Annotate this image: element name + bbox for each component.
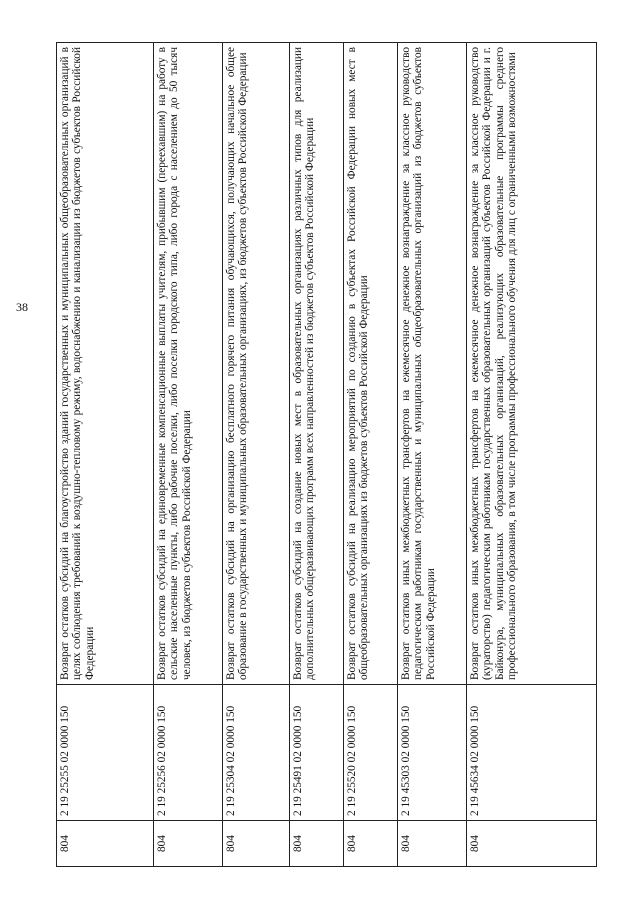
table-row <box>290 43 344 867</box>
landscape-table-frame <box>56 42 597 867</box>
kbk-code-cell: 2 19 45303 02 0000 150 <box>398 685 467 821</box>
kbk-code-cell: 2 19 25491 02 0000 150 <box>290 685 344 821</box>
revenue-name-cell: Возврат остатков субсидий на создание новых мест в образовательных организациях различных типов для реализации дополнительных общеразвивающих программ всех направленностей из бюджетов субъектов Российской Федерации <box>290 43 344 685</box>
kbk-code-cell: 2 19 25255 02 0000 150 <box>57 685 154 821</box>
table-row <box>223 43 290 867</box>
kbk-code-cell: 2 19 45634 02 0000 150 <box>467 685 597 821</box>
kbk-code-cell: 2 19 25304 02 0000 150 <box>223 685 290 821</box>
admin-code-cell: 804 <box>223 821 290 867</box>
revenue-name-cell: Возврат остатков иных межбюджетных трансфертов на ежемесячное денежное вознаграждение за классное руководство (кураторство) педагогическим работникам государственных образовательных организаций субъектов Российской Федерации и г. Байконура, муниципальных образовательных организаций, реализующих образовательные программы среднего профессионального образования, в том числе программы профессионального обучения для лиц с ограниченными возможностями <box>467 43 597 685</box>
kbk-code-cell: 2 19 25520 02 0000 150 <box>344 685 398 821</box>
admin-code-cell: 804 <box>467 821 597 867</box>
admin-code-cell: 804 <box>290 821 344 867</box>
admin-code-cell: 804 <box>398 821 467 867</box>
kbk-code-cell: 2 19 25256 02 0000 150 <box>154 685 223 821</box>
table-row <box>467 43 597 867</box>
table-row <box>344 43 398 867</box>
table-row <box>154 43 223 867</box>
table-row <box>398 43 467 867</box>
revenue-name-cell: Возврат остатков субсидий на реализацию мероприятий по созданию в субъектах Российской Федерации новых мест в общеобразовательных организациях из бюджетов субъектов Российской Федерации <box>344 43 398 685</box>
admin-code-cell: 804 <box>57 821 154 867</box>
budget-codes-table <box>56 42 597 867</box>
table-row <box>57 43 154 867</box>
revenue-name-cell: Возврат остатков иных межбюджетных трансфертов на ежемесячное денежное вознаграждение за классное руководство педагогическим работникам государственных и муниципальных общеобразовательных организаций из бюджетов субъектов Российской Федерации <box>398 43 467 685</box>
admin-code-cell: 804 <box>344 821 398 867</box>
admin-code-cell: 804 <box>154 821 223 867</box>
revenue-name-cell: Возврат остатков субсидий на организацию бесплатного горячего питания обучающихся, получающих начальное общее образование в государственных и муниципальных образовательных организациях, из бюджетов субъектов Российской Федерации <box>223 43 290 685</box>
revenue-name-cell: Возврат остатков субсидий на благоустройство зданий государственных и муниципальных общеобразовательных организаций в целях соблюдения требований к воздушно-тепловому режиму, водоснабжению и канализации из бюджетов субъектов Российской Федерации <box>57 43 154 685</box>
revenue-name-cell: Возврат остатков субсидий на единовременные компенсационные выплаты учителям, прибывшим (переехавшим) на работу в сельские населенные пункты, либо рабочие поселки, либо поселки городского типа, либо города с населением до 50 тысяч человек, из бюджетов субъектов Российской Федерации <box>154 43 223 685</box>
page-number: 38 <box>16 300 28 314</box>
